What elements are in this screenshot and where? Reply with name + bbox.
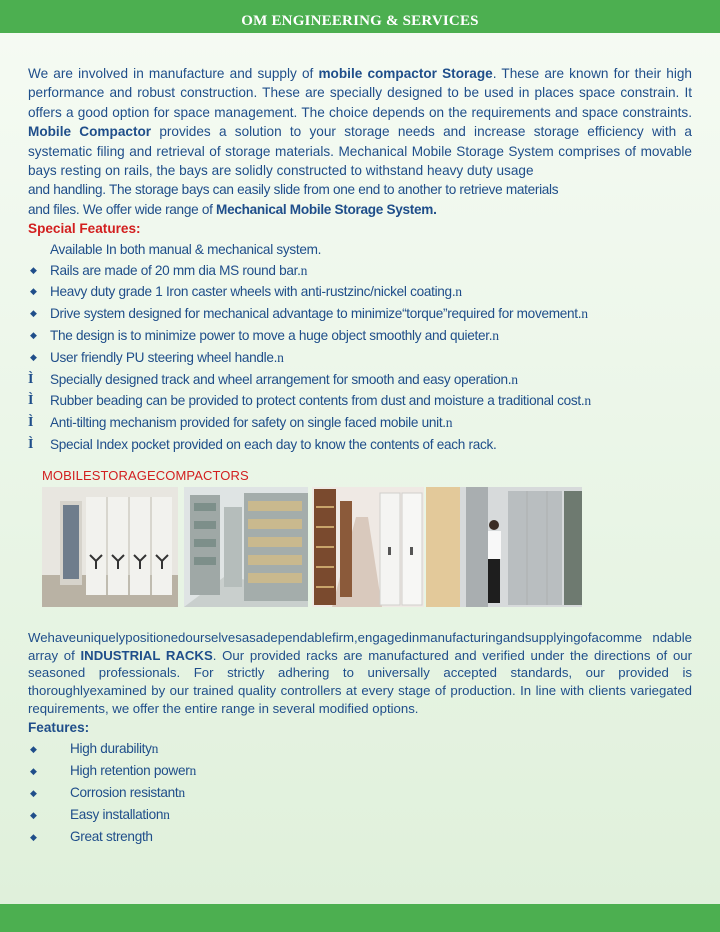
diamond-bullet-icon: ◆ <box>30 787 37 798</box>
arrow-bullet-icon: Ì <box>28 437 34 453</box>
list-item: ◆ User friendly PU steering wheel handle.n <box>28 347 692 369</box>
list-item: ◆ Easy installationn <box>28 804 692 826</box>
special-features-list <box>28 260 692 456</box>
racks-name: INDUSTRIAL RACKS <box>80 647 213 663</box>
diamond-bullet-icon: ◆ <box>30 765 37 776</box>
diamond-bullet-icon: ◆ <box>30 308 37 319</box>
list-item: ◆ Heavy duty grade 1 Iron caster wheels with anti-rustzinc/nickel coating.n <box>28 281 692 303</box>
diamond-bullet-icon: ◆ <box>30 809 37 820</box>
photo-gallery <box>42 487 692 609</box>
racks-paragraph: Wehaveuniquelypositionedourselvesasadependablefirm,engagedinmanufacturingandsupplyingofacomme ndable array of INDUSTRIAL RACKS. Our provided racks are manufactured and verified under the directions of our seasoned professionals. For strictly adhering to universally accepted standards, our provided is thoroughlyexamined by our trained quality controllers at every stage of production. In line with clients variegated requirements, we offer the entire range in several modified options. <box>28 629 693 717</box>
gallery-title: MOBILESTORAGECOMPACTORS <box>42 467 249 483</box>
list-item: ◆ Corrosion resistantn <box>28 782 692 804</box>
list-item: ◆ Rails are made of 20 mm dia MS round bar.n <box>28 260 692 282</box>
features-heading: Features: <box>28 719 90 735</box>
diamond-bullet-icon: ◆ <box>30 264 37 275</box>
intro-line-2: and handling. The storage bays can easily slide from one end to another to retrieve materials <box>28 182 559 198</box>
diamond-bullet-icon: ◆ <box>30 351 37 362</box>
features-list <box>28 738 692 848</box>
list-item: ◆ Drive system designed for mechanical advantage to minimize“torque”required for movement.n <box>28 303 692 325</box>
list-item: Ì Anti-tilting mechanism provided for safety on single faced mobile unit.n <box>28 412 692 434</box>
compactor-photo-4 <box>426 487 582 607</box>
main-content <box>28 64 692 848</box>
diamond-bullet-icon: ◆ <box>30 743 37 754</box>
arrow-bullet-icon: Ì <box>28 393 34 409</box>
product-name-2: Mobile Compactor <box>28 124 152 140</box>
product-name: mobile compactor Storage <box>318 66 493 81</box>
list-item: Ì Special Index pocket provided on each day to know the contents of each rack. <box>28 434 692 456</box>
intro-line-3: and files. We offer wide range of Mechanical Mobile Storage System. <box>28 201 437 217</box>
company-title: OM ENGINEERING & SERVICES <box>241 13 479 29</box>
list-item: ◆ High retention powern <box>28 760 692 782</box>
special-first-line: Available In both manual & mechanical system. <box>50 241 322 257</box>
list-item: ◆ High durabilityn <box>28 738 692 760</box>
list-item: ◆ Great strength <box>28 826 692 848</box>
compactor-photo-1 <box>42 487 178 607</box>
arrow-bullet-icon: Ì <box>28 415 34 431</box>
list-item: Ì Specially designed track and wheel arrangement for smooth and easy operation.n <box>28 369 692 391</box>
intro-paragraph: We are involved in manufacture and supply of mobile compactor Storage. These are known for their high performance and robust construction. These are specially designed to be used in places space constrain. It offers a good option for space management. The choice depends on the requirements and space constraints. Mobile Compactor provides a solution to your storage needs and increase storage efficiency with a systematic filing and retrieval of storage materials. Mechanical Mobile Storage System comprises of movable bays resting on rails, the bays are solidly constructed to withstand heavy duty usage <box>28 66 692 179</box>
diamond-bullet-icon: ◆ <box>30 286 37 297</box>
diamond-bullet-icon: ◆ <box>30 330 37 341</box>
special-features-heading: Special Features: <box>28 221 141 237</box>
compactor-photo-2 <box>184 487 308 607</box>
list-item: Ì Rubber beading can be provided to protect contents from dust and moisture a traditional cost.n <box>28 390 692 412</box>
header-bar <box>0 0 720 33</box>
compactor-photo-3 <box>312 487 424 607</box>
diamond-bullet-icon: ◆ <box>30 831 37 842</box>
footer-bar <box>0 904 720 932</box>
arrow-bullet-icon: Ì <box>28 371 34 387</box>
list-item: ◆ The design is to minimize power to move a huge object smoothly and quieter.n <box>28 325 692 347</box>
